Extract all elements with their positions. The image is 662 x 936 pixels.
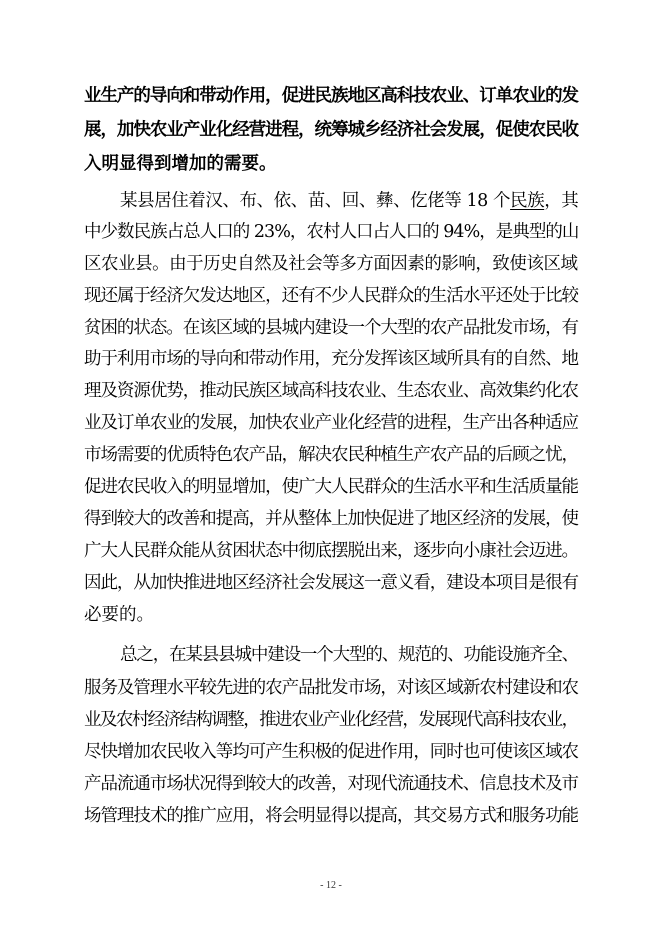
paragraph-line: 促进农民收入的明显增加，使广大人民群众的生活水平和生活质量能 — [84, 477, 579, 497]
paragraph-line: 业及订单农业的发展，加快农业产业化经营的进程，生产出各种适应 — [84, 413, 579, 433]
paragraph-line: 必要的。 — [84, 605, 154, 625]
paragraph-line: 市场需要的优质特色农产品，解决农民种植生产农产品的后顾之忧， — [84, 445, 579, 465]
paragraph-line: 展，加快农业产业化经营进程，统筹城乡经济社会发展，促使农民收 — [84, 120, 579, 140]
paragraph-line: 尽快增加农民收入等均可产生积极的促进作用，同时也可使该区域农 — [84, 742, 579, 762]
paragraph-line: 服务及管理水平较先进的农产品批发市场，对该区域新农村建设和农 — [84, 678, 579, 698]
paragraph-line: 入明显得到增加的需要。 — [84, 154, 277, 174]
paragraph-line: 因此，从加快推进地区经济社会发展这一意义看，建设本项目是很有 — [84, 573, 579, 593]
paragraph-line: 总之，在某县县城中建设一个大型的、规范的、功能设施齐全、 — [120, 645, 578, 665]
paragraph-line: 业及农村经济结构调整，推进农业产业化经营，发展现代高科技农业， — [84, 710, 578, 730]
paragraph-line: 得到较大的改善和提高，并从整体上加快促进了地区经济的发展，使 — [84, 509, 579, 529]
paragraph-line: 场管理技术的推广应用，将会明显得以提高，其交易方式和服务功能 — [84, 806, 579, 826]
paragraph-line: 广大人民群众能从贫困状态中彻底摆脱出来，逐步向小康社会迈进。 — [84, 541, 579, 561]
page-number: - 12 - — [320, 880, 342, 891]
paragraph-line: 中少数民族占总人口的 23%，农村人口占人口的 94%，是典型的山 — [84, 222, 579, 242]
text-segment: 某县居住着汉、布、依、苗、回、彝、仡佬等 18 个 — [120, 191, 511, 211]
paragraph-line: 现还属于经济欠发达地区，还有不少人民群众的生活水平还处于比较 — [84, 286, 579, 306]
paragraph-line: 贫困的状态。在该区域的县城内建设一个大型的农产品批发市场，有 — [84, 318, 579, 338]
paragraph-line: 理及资源优势，推动民族区域高科技农业、生态农业、高效集约化农 — [84, 381, 579, 401]
paragraph-line: 业生产的导向和带动作用，促进民族地区高科技农业、订单农业的发 — [84, 86, 579, 106]
underlined-word: 民族 — [510, 191, 545, 211]
paragraph-line — [120, 189, 578, 213]
text-segment: ，其 — [544, 191, 579, 211]
paragraph-line: 产品流通市场状况得到较大的改善，对现代流通技术、信息技术及市 — [84, 774, 579, 794]
paragraph-line: 助于利用市场的导向和带动作用，充分发挥该区域所具有的自然、地 — [84, 349, 579, 369]
paragraph-line: 区农业县。由于历史自然及社会等多方面因素的影响，致使该区域 — [84, 254, 578, 274]
